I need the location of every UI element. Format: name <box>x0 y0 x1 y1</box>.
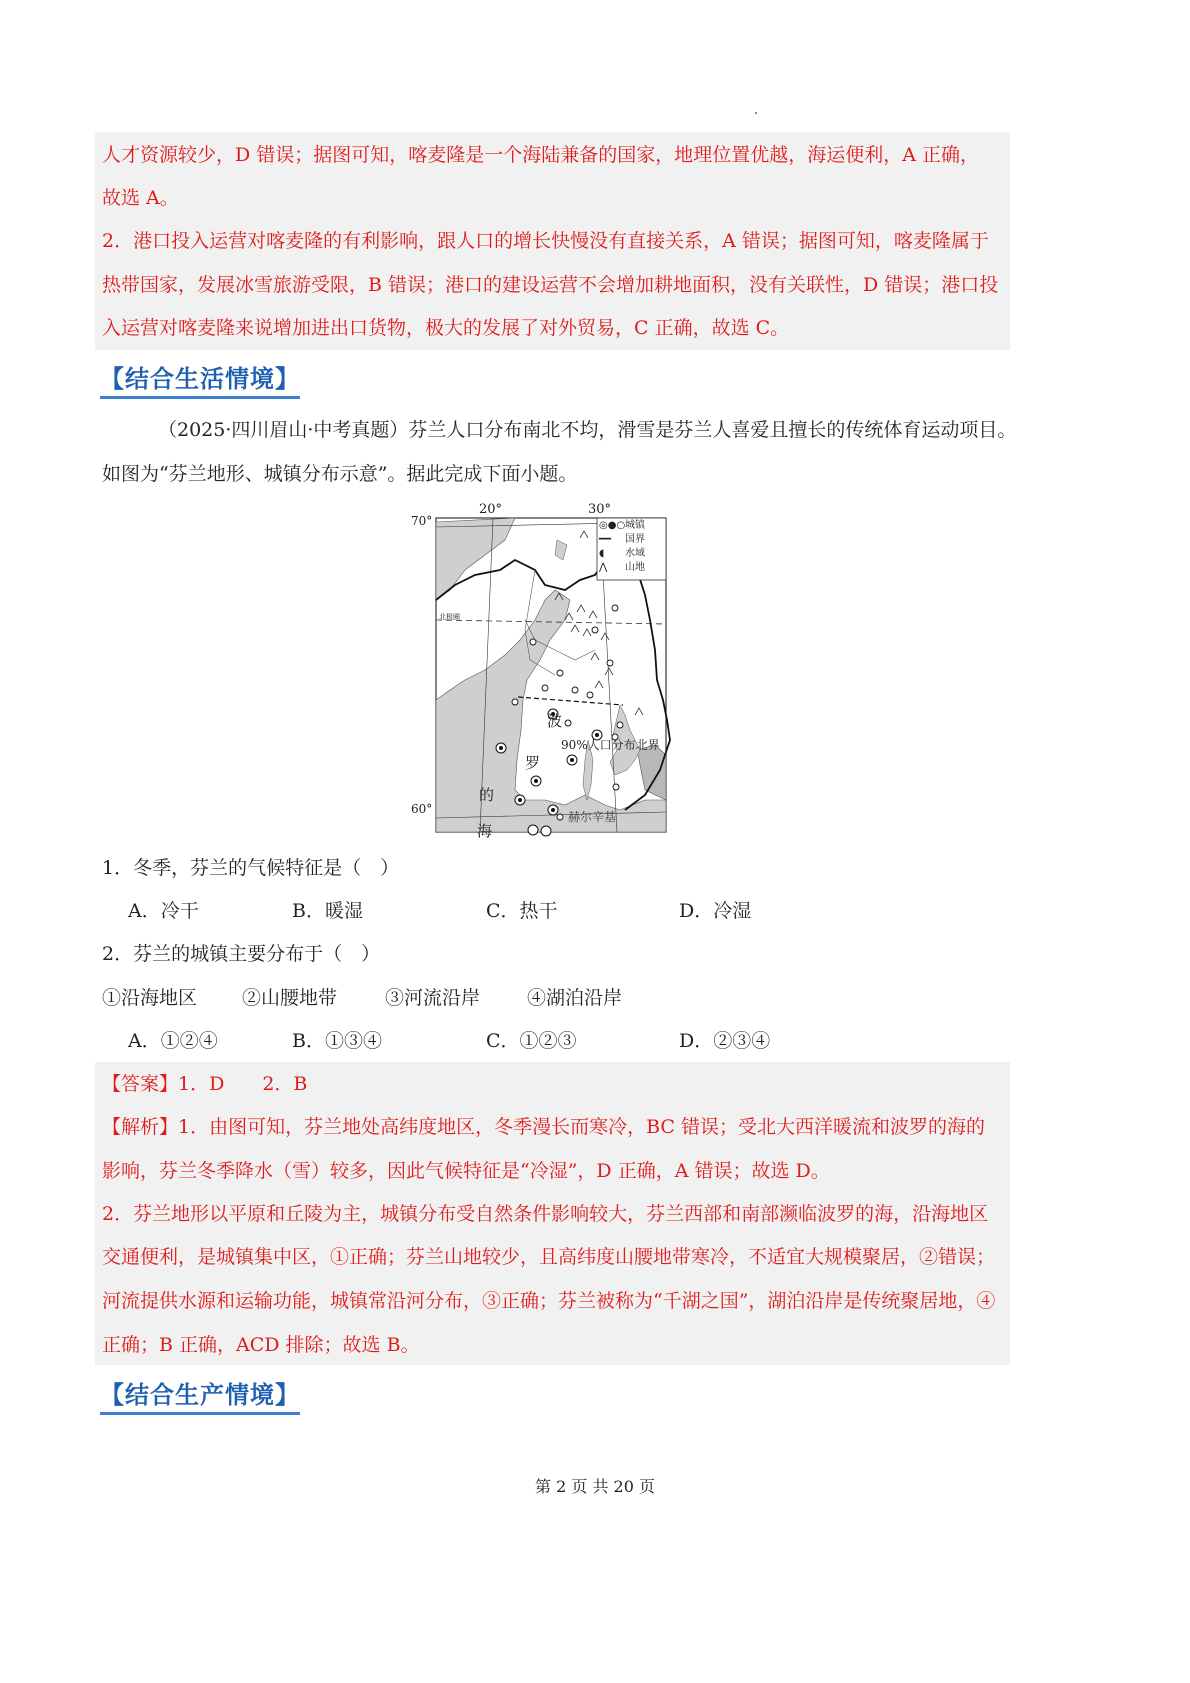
prev-analysis-line: 入运营对喀麦隆来说增加进出口货物，极大的发展了对外贸易，C 正确，故选 C。 <box>102 317 790 339</box>
question-1-option-c: C．热干 <box>486 900 558 922</box>
arctic-circle-label: 北极圈 <box>439 613 460 621</box>
population-boundary-label: 90%人口分布北界 <box>561 738 660 752</box>
question-2-item: ①沿海地区 <box>102 987 198 1009</box>
question-1-option-d: D．冷湿 <box>679 900 752 922</box>
longitude-label-20: 20° <box>479 502 503 517</box>
question-2-option-c: C．①②③ <box>486 1030 577 1052</box>
legend-item-border: ━━ 国界 <box>599 534 645 545</box>
question-2-option-a: A．①②④ <box>128 1030 218 1052</box>
prev-analysis-line: 故选 A。 <box>102 187 179 209</box>
question-2-option-d: D．②③④ <box>679 1030 771 1052</box>
stray-dot <box>755 112 757 114</box>
question-intro: （2025·四川眉山·中考真题）芬兰人口分布南北不均，滑雪是芬兰人喜爱且擅长的传统体育运动项目。 <box>158 419 1017 441</box>
capital-label-helsinki: 赫尔辛基 <box>568 810 617 824</box>
answer-label: 【答案】 <box>102 1073 179 1095</box>
map-legend <box>599 519 665 575</box>
page-number: 第 2 页 共 20 页 <box>535 1477 655 1496</box>
longitude-label-30: 30° <box>588 502 612 517</box>
analysis-line: 影响，芬兰冬季降水（雪）较多，因此气候特征是“冷湿”，D 正确，A 错误；故选 D。 <box>102 1160 830 1182</box>
section-heading-production: 【结合生产情境】 <box>100 1380 300 1415</box>
analysis-line: 正确；B 正确，ACD 排除；故选 B。 <box>102 1334 420 1356</box>
analysis-line: 【解析】1．由图可知，芬兰地处高纬度地区，冬季漫长而寒冷，BC 错误；受北大西洋暖流和波罗的海的 <box>102 1116 985 1138</box>
question-1-stem: 1．冬季，芬兰的气候特征是（ ） <box>102 857 400 879</box>
prev-analysis-line: 热带国家，发展冰雪旅游受限，B 错误；港口的建设运营不会增加耕地面积，没有关联性，D 错误；港口投 <box>102 274 999 296</box>
question-1-option-b: B．暖湿 <box>292 900 363 922</box>
latitude-label-70: 70° <box>411 514 433 528</box>
legend-item-water: ◖ 水域 <box>599 548 645 559</box>
question-2-item: ②山腰地带 <box>242 987 338 1009</box>
section-heading-life: 【结合生活情境】 <box>100 364 300 399</box>
analysis-label: 【解析】 <box>102 1116 179 1138</box>
answer-line <box>102 1072 307 1096</box>
question-intro: 如图为“芬兰地形、城镇分布示意”。据此完成下面小题。 <box>102 463 578 485</box>
analysis-line: 河流提供水源和运输功能，城镇常沿河分布，③正确；芬兰被称为“千湖之国”，湖泊沿岸是传统聚居地，④ <box>102 1290 996 1312</box>
question-2-item: ③河流沿岸 <box>385 987 481 1009</box>
sea-label-char: 海 <box>477 822 493 840</box>
question-2-stem: 2．芬兰的城镇主要分布于（ ） <box>102 943 381 965</box>
question-2-item: ④湖泊沿岸 <box>527 987 623 1009</box>
question-2-option-b: B．①③④ <box>292 1030 382 1052</box>
analysis-line: 2．芬兰地形以平原和丘陵为主，城镇分布受自然条件影响较大，芬兰西部和南部濒临波罗的海，沿海地区 <box>102 1203 989 1225</box>
legend-item-mountain: ⋀ 山地 <box>599 562 645 573</box>
prev-analysis-line: 人才资源较少，D 错误；据图可知，喀麦隆是一个海陆兼备的国家，地理位置优越，海运便利，A 正确， <box>102 144 980 166</box>
sea-label-char: 波 <box>547 712 563 730</box>
finland-map-figure <box>405 500 685 840</box>
question-1-option-a: A．冷干 <box>128 900 199 922</box>
answer-text: 1．D 2．B <box>178 1073 308 1095</box>
legend-item-town: ◎●○城镇 <box>599 520 645 531</box>
latitude-label-60: 60° <box>411 802 433 816</box>
prev-analysis-line: 2．港口投入运营对喀麦隆的有利影响，跟人口的增长快慢没有直接关系，A 错误；据图可知，喀麦隆属于 <box>102 230 989 252</box>
sea-label-char: 罗 <box>525 754 541 772</box>
analysis-line: 交通便利，是城镇集中区，①正确；芬兰山地较少，且高纬度山腰地带寒冷，不适宜大规模聚居，②错误； <box>102 1246 996 1268</box>
sea-label-char: 的 <box>479 786 495 804</box>
